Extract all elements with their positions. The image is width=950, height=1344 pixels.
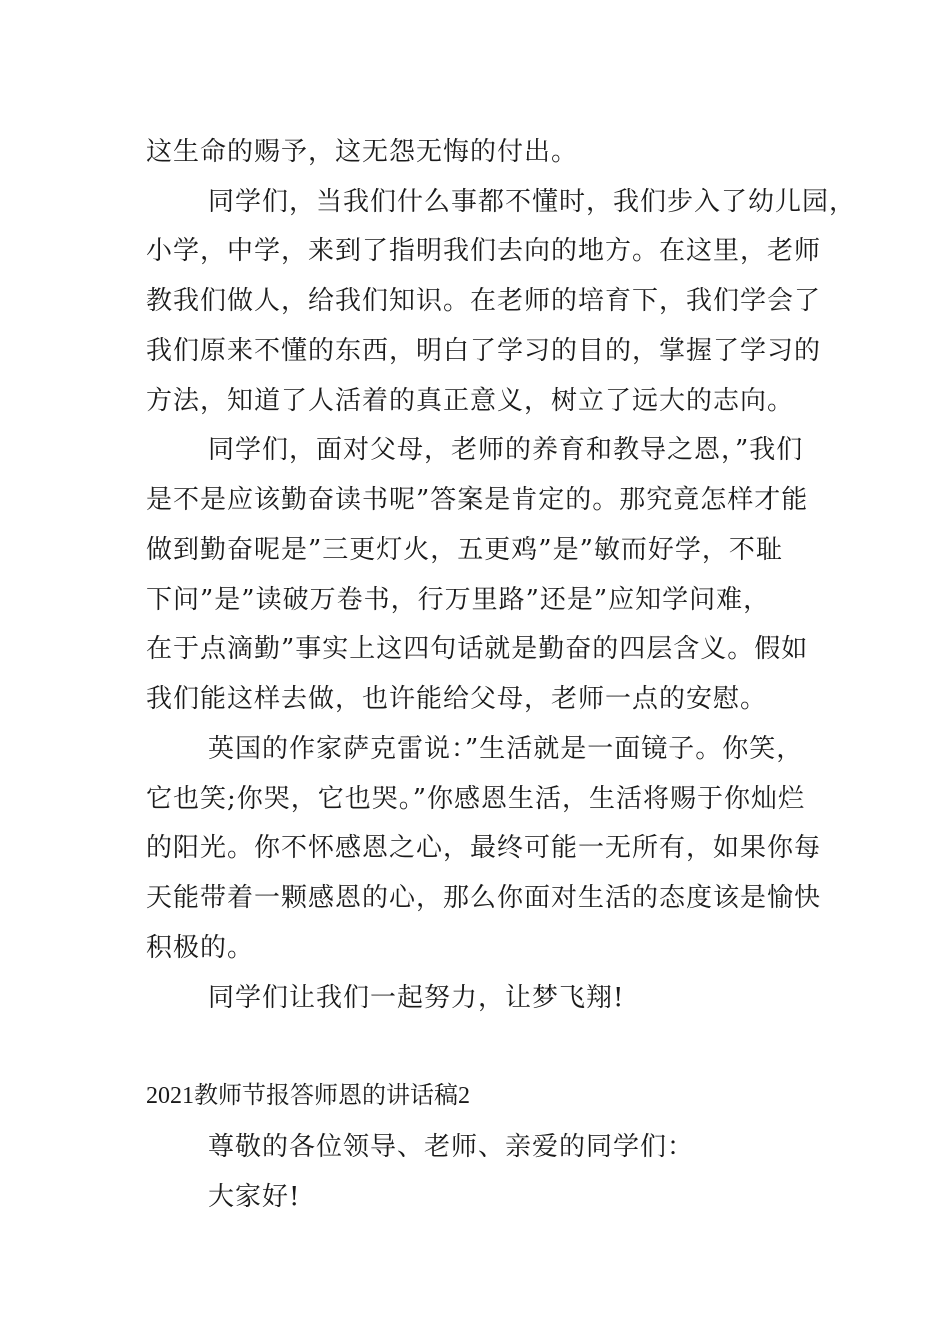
paragraph-line: 教我们做人，给我们知识。在老师的培育下，我们学会了 bbox=[146, 286, 822, 316]
paragraph-line: 同学们让我们一起努力，让梦飞翔! bbox=[208, 983, 625, 1013]
paragraph-line: 是不是应该勤奋读书呢”答案是肯定的。那究竟怎样才能 bbox=[146, 485, 809, 515]
paragraph-line: 天能带着一颗感恩的心，那么你面对生活的态度该是愉快 bbox=[146, 883, 822, 913]
paragraph-line: 方法，知道了人活着的真正意义，树立了远大的志向。 bbox=[146, 386, 795, 416]
paragraph-line: 下问”是”读破万卷书，行万里路”还是”应知学问难， bbox=[146, 585, 771, 615]
paragraph-line: 它也笑;你哭，它也哭。”你感恩生活，生活将赐于你灿烂 bbox=[146, 784, 806, 814]
paragraph-line: 做到勤奋呢是”三更灯火，五更鸡”是”敏而好学，不耻 bbox=[146, 535, 783, 565]
paragraph-line: 在于点滴勤”事实上这四句话就是勤奋的四层含义。假如 bbox=[146, 634, 809, 664]
greeting-line: 尊敬的各位领导、老师、亲爱的同学们： bbox=[208, 1132, 695, 1162]
paragraph-line: 的阳光。你不怀感恩之心，最终可能一无所有，如果你每 bbox=[146, 833, 822, 863]
paragraph-line: 英国的作家萨克雷说：”生活就是一面镜子。你笑， bbox=[208, 734, 804, 764]
salutation-line: 大家好! bbox=[208, 1182, 301, 1212]
paragraph-line: 同学们，面对父母，老师的养育和教导之恩，”我们 bbox=[208, 435, 804, 465]
paragraph-line: 我们原来不懂的东西，明白了学习的目的，掌握了学习的 bbox=[146, 336, 822, 366]
paragraph-line: 同学们，当我们什么事都不懂时，我们步入了幼儿园， bbox=[208, 187, 857, 217]
paragraph-line: 我们能这样去做，也许能给父母，老师一点的安慰。 bbox=[146, 684, 768, 714]
paragraph-line: 小学，中学，来到了指明我们去向的地方。在这里，老师 bbox=[146, 236, 822, 266]
section-heading: 2021教师节报答师恩的讲话稿2 bbox=[146, 1083, 470, 1109]
paragraph-line: 这生命的赐予，这无怨无悔的付出。 bbox=[146, 137, 579, 167]
paragraph-line: 积极的。 bbox=[146, 933, 255, 963]
